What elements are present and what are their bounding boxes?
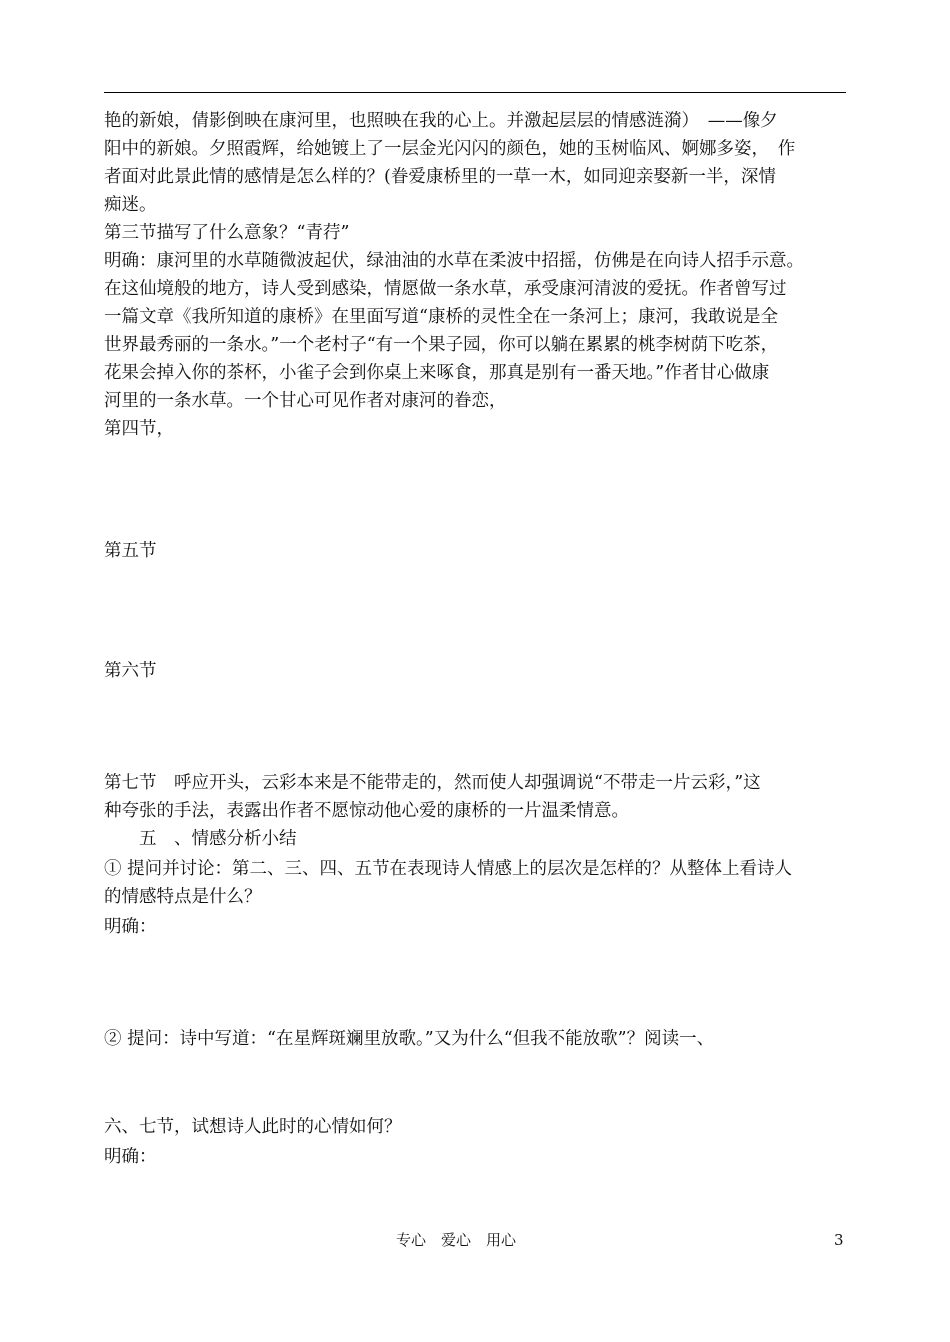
header-rule [104, 92, 846, 93]
text-line: 痴迷。 [104, 195, 157, 215]
text-line: 世界最秀丽的一条水。”一个老村子“有一个果子园，你可以躺在累累的桃李树荫下吃茶， [104, 335, 779, 355]
text-line: 的情感特点是什么？ [104, 887, 262, 907]
section-heading: 五 、情感分析小结 [104, 829, 297, 849]
text-line: 者面对此景此情的感情是怎么样的？(眷爱康桥里的一草一木，如同迎亲娶新一半，深情 [104, 167, 776, 187]
text-line: 明确：康河里的水草随微波起伏，绿油油的水草在柔波中招摇，仿佛是在向诗人招手示意。 [104, 251, 804, 271]
text-line: 一篇文章《我所知道的康桥》在里面写道“康桥的灵性全在一条河上；康河，我敢说是全 [104, 307, 778, 327]
text-line: ② 提问：诗中写道：“在星辉斑斓里放歌。”又为什么“但我不能放歌”？阅读一、 [104, 1029, 715, 1049]
text-line: 花果会掉入你的茶杯，小雀子会到你桌上来啄食，那真是别有一番天地。”作者甘心做康 [104, 363, 770, 383]
section-heading: 第四节， [104, 419, 174, 439]
text-line: 明确： [104, 917, 157, 937]
section-heading: 第六节 [104, 661, 157, 681]
text-line: 河里的一条水草。一个甘心可见作者对康河的眷恋， [104, 391, 507, 411]
text-line: 六、七节，试想诗人此时的心情如何？ [104, 1117, 402, 1137]
text-line: 第七节 呼应开头，云彩本来是不能带走的，然而使人却强调说“不带走一片云彩，”这 [104, 773, 761, 793]
text-line: ① 提问并讨论：第二、三、四、五节在表现诗人情感上的层次是怎样的？从整体上看诗人 [104, 859, 793, 879]
text-line: 种夸张的手法，表露出作者不愿惊动他心爱的康桥的一片温柔情意。 [104, 801, 629, 821]
text-line: 在这仙境般的地方，诗人受到感染，情愿做一条水草，承受康河清波的爱抚。作者曾写过 [104, 279, 787, 299]
text-line: 艳的新娘，倩影倒映在康河里，也照映在我的心上。并激起层层的情感涟漪） ——像夕 [104, 111, 778, 131]
footer-motto: 专心 爱心 用心 [396, 1231, 517, 1249]
section-heading: 第五节 [104, 541, 157, 561]
page-number: 3 [834, 1231, 844, 1249]
text-line: 阳中的新娘。夕照霞辉，给她镀上了一层金光闪闪的颜色，她的玉树临风、婀娜多姿， 作 [104, 139, 796, 159]
text-line: 第三节描写了什么意象？“青荇” [104, 223, 350, 243]
text-line: 明确： [104, 1147, 157, 1167]
